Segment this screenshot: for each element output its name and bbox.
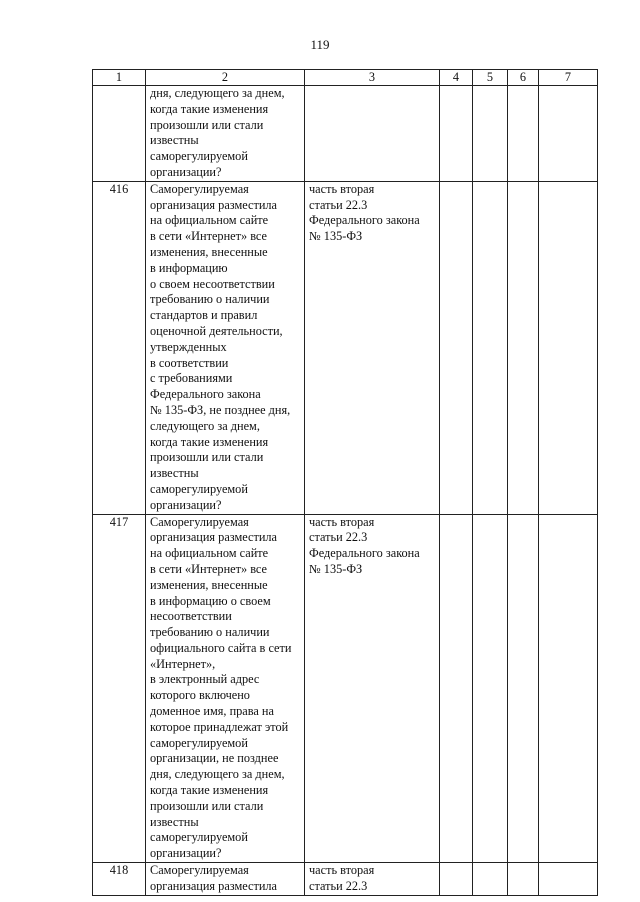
regulation-table: [92, 69, 598, 896]
row-number: 418: [93, 863, 146, 896]
note-cell-7: [539, 514, 598, 863]
note-cell-7: [539, 181, 598, 514]
note-cell-7: [539, 863, 598, 896]
row-number: 417: [93, 514, 146, 863]
table-row-continuation: [93, 86, 598, 182]
answer-cell-5: [473, 181, 508, 514]
column-header-4: 4: [440, 70, 473, 86]
reference-cell: часть вторая статьи 22.3 Федерального закона № 135-ФЗ: [305, 181, 440, 514]
column-header-2: 2: [146, 70, 305, 86]
column-header-7: 7: [539, 70, 598, 86]
answer-cell-6: [508, 181, 539, 514]
page-number: 119: [310, 37, 330, 52]
column-header-6: 6: [508, 70, 539, 86]
answer-cell-4: [440, 514, 473, 863]
column-header-3: 3: [305, 70, 440, 86]
answer-cell-4: [440, 863, 473, 896]
answer-cell-4: [440, 86, 473, 182]
column-header-1: 1: [93, 70, 146, 86]
reference-cell: часть вторая статьи 22.3: [305, 863, 440, 896]
answer-cell-6: [508, 863, 539, 896]
row-number: [93, 86, 146, 182]
question-cell: Саморегулируемая организация разместила на официальном сайте в сети «Интернет» все изменения, внесенные в информацию о своем несоответствии требованию о наличии стандартов и правил оценочной деятельности, утвержденных в соответствии с требованиями Федерального закона № 135-ФЗ, не позднее дня, следующего за днем, когда такие изменения произошли или стали известны саморегулируемой организации?: [146, 181, 305, 514]
reference-cell: часть вторая статьи 22.3 Федерального закона № 135-ФЗ: [305, 514, 440, 863]
note-cell-7: [539, 86, 598, 182]
table-row-416: [93, 181, 598, 514]
question-cell: Саморегулируемая организация разместила на официальном сайте в сети «Интернет» все изменения, внесенные в информацию о своем несоответствии требованию о наличии официального сайта в сети «Интернет», в электронный адрес которого включено доменное имя, права на которое принадлежат этой саморегулируемой организации, не позднее дня, следующего за днем, когда такие изменения произошли или стали известны саморегулируемой организации?: [146, 514, 305, 863]
column-header-5: 5: [473, 70, 508, 86]
reference-cell: [305, 86, 440, 182]
header-row: [93, 70, 598, 86]
answer-cell-5: [473, 514, 508, 863]
answer-cell-4: [440, 181, 473, 514]
row-number: 416: [93, 181, 146, 514]
answer-cell-6: [508, 86, 539, 182]
answer-cell-6: [508, 514, 539, 863]
question-cell: Саморегулируемая организация разместила: [146, 863, 305, 896]
table-row-418: [93, 863, 598, 896]
answer-cell-5: [473, 863, 508, 896]
question-cell: дня, следующего за днем, когда такие изменения произошли или стали известны саморегулируемой организации?: [146, 86, 305, 182]
answer-cell-5: [473, 86, 508, 182]
table-row-417: [93, 514, 598, 863]
